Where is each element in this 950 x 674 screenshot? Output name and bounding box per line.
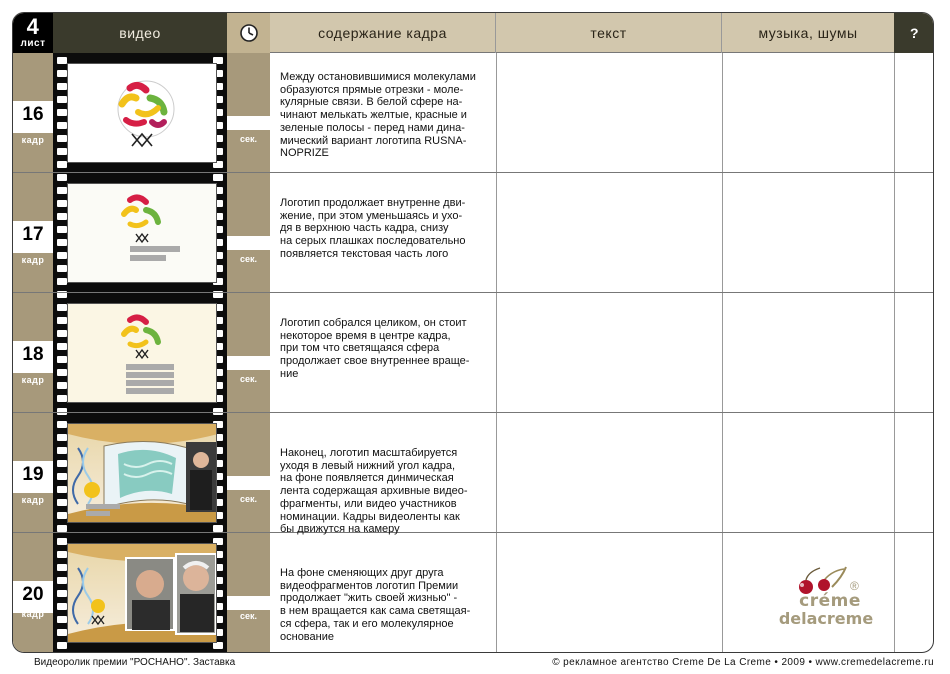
video-tape-image: [68, 424, 217, 523]
frame-number: 17: [22, 224, 44, 245]
seconds-box: [227, 356, 270, 370]
frame-description: [280, 567, 494, 643]
description-line: лента содержащая архивные видео-: [280, 485, 468, 498]
seconds-box: [227, 596, 270, 610]
seconds-label: сек.: [239, 134, 257, 144]
registered-mark: ®: [850, 579, 859, 593]
seconds-box: [227, 236, 270, 250]
frame-description: [280, 197, 494, 261]
sheet-label: лист: [20, 38, 46, 49]
seconds-box: [227, 116, 270, 130]
question-header: ?: [894, 13, 934, 53]
description-line: Между остановившимися молекулами: [280, 71, 476, 83]
seconds-box: [227, 476, 270, 490]
description-line: на серых плашках последовательно: [280, 235, 466, 248]
description-line: в нем вращается как сама светящая-: [280, 605, 471, 618]
description-line: при том что светящаяся сфера: [280, 342, 440, 355]
content-header: содержание кадра: [270, 13, 496, 53]
seconds-label: сек.: [239, 254, 257, 264]
description-line: кулярные связи. В белой сфере на-: [280, 96, 463, 109]
text-header: текст: [496, 13, 722, 53]
footer-title: Видеоролик премии "РОСНАНО". Заставка: [34, 657, 236, 668]
description-line: дя в верхнюю часть кадра, снизу: [280, 222, 449, 235]
description-line: чинают мелькать желтые, красные и: [280, 109, 467, 122]
seconds-label: сек.: [239, 374, 257, 384]
description-line: Логотип продолжает внутренне дви-: [280, 197, 466, 209]
frame-thumbnail: [67, 63, 217, 163]
description-line: образуются прямые отрезки - моле-: [280, 83, 464, 96]
video-fragments-image: [68, 544, 217, 643]
frame-label: кадр: [21, 609, 45, 619]
description-line: уходя в левый нижний угол кадра,: [280, 459, 456, 472]
description-line: номинации. Кадры видеоленты как: [280, 510, 460, 523]
logo-sphere-image: [68, 64, 217, 163]
description-line: ние: [280, 367, 299, 380]
description-line: Логотип собрался целиком, он стоит: [280, 317, 467, 329]
frame-label: кадр: [21, 135, 45, 145]
description-line: Наконец, логотип масштабируется: [280, 447, 458, 459]
frame-thumbnail: [67, 543, 217, 643]
description-line: видеофрагментов логотип Премии: [280, 579, 459, 592]
sheet-number-cell: [13, 13, 53, 53]
music-header: музыка, шумы: [758, 25, 858, 41]
sheet-number: 4: [26, 14, 40, 39]
storyboard-sheet: [12, 12, 934, 653]
description-line: бы движутся на камеру: [280, 523, 400, 536]
agency-logo: [776, 565, 876, 637]
frame-description: [280, 317, 494, 381]
description-line: продолжает "жить своей жизнью" -: [280, 592, 458, 605]
description-line: ся сфера, так и его молекулярное: [280, 617, 454, 630]
frame-description: [280, 71, 494, 160]
description-line: некоторое время в центре кадра,: [280, 329, 451, 342]
seconds-label: сек.: [239, 494, 257, 504]
logo-text-creme: créme: [799, 591, 861, 611]
frame-thumbnail: [67, 303, 217, 403]
description-line: продолжает свое внутреннее враще-: [280, 355, 470, 368]
frame-number: 16: [22, 104, 44, 125]
logo-complete-image: [68, 304, 217, 403]
clock-icon: [239, 23, 259, 43]
table-header: [13, 13, 934, 53]
frame-number: 18: [22, 344, 44, 365]
description-line: основание: [280, 630, 334, 643]
frame-label: кадр: [21, 375, 45, 385]
description-line: NOPRIZE: [280, 147, 329, 160]
description-line: мический вариант логотипа RUSNA-: [280, 134, 467, 147]
description-line: фрагменты, или видео участников: [280, 497, 457, 510]
description-line: на фоне появляется динмическая: [280, 472, 454, 485]
seconds-label: сек.: [239, 611, 257, 621]
video-header: видео: [53, 13, 227, 53]
description-line: зеленые полосы - перед нами дина-: [280, 121, 465, 134]
description-line: появляется текстовая часть лого: [280, 247, 449, 260]
frame-thumbnail: [67, 423, 217, 523]
clock-header: [227, 13, 270, 53]
footer-copyright: © рекламное агентство Creme De La Creme • 2009 • www.cremedelacreme.ru: [552, 657, 934, 668]
logo-with-plates-image: [68, 184, 217, 283]
frame-number: 20: [22, 584, 44, 605]
description-line: жение, при этом уменьшаясь и ухо-: [280, 209, 463, 222]
frame-description: [280, 447, 494, 536]
frame-number: 19: [22, 464, 44, 485]
frame-label: кадр: [21, 255, 45, 265]
logo-text-delacreme: delacreme: [778, 609, 874, 628]
frame-label: кадр: [21, 495, 45, 505]
description-line: На фоне сменяющих друг друга: [280, 567, 444, 579]
frame-thumbnail: [67, 183, 217, 283]
